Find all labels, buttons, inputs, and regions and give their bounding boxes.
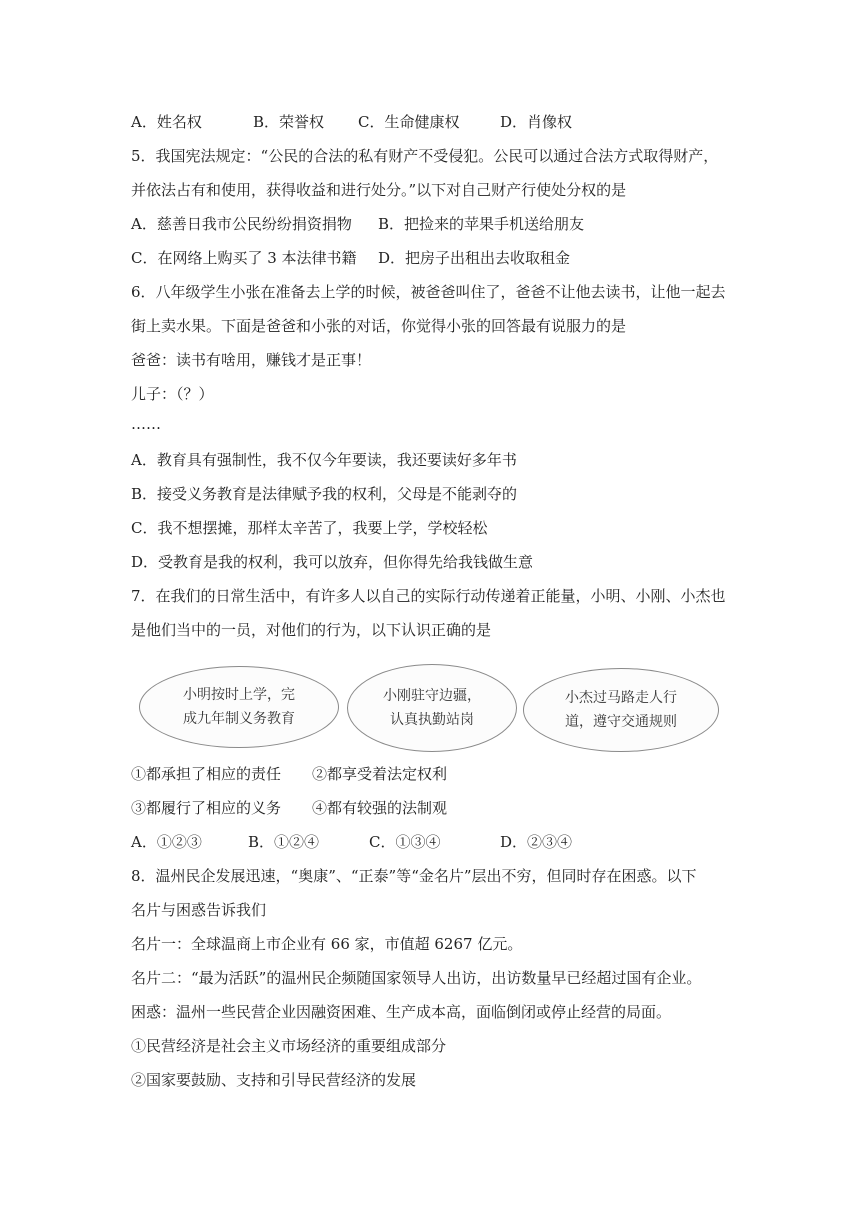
q7-items-row-2 [131, 798, 447, 818]
q7-item-3: ③都履行了相应的义务 [131, 799, 282, 817]
q6-option-a: A．教育具有强制性，我不仅今年要读，我还要读好多年书 [131, 451, 517, 469]
q5-stem-line-2: 并依法占有和使用，获得收益和进行处分。”以下对自己财产行使处分权的是 [131, 181, 627, 199]
q8-item-1: ①民营经济是社会主义市场经济的重要组成部分 [131, 1037, 447, 1055]
q7-option-a: A．①②③ [131, 833, 202, 851]
q5-options-row-1 [131, 214, 584, 234]
q8-card-2: 名片二：“最为活跃”的温州民企频随国家领导人出访，出访数量早已经超过国有企业。 [131, 969, 702, 987]
q4-options [131, 112, 572, 132]
q4-option-d: D．肖像权 [500, 113, 573, 131]
q7-illustration [131, 658, 731, 758]
q7-stem-line-2: 是他们当中的一员，对他们的行为，以下认识正确的是 [131, 621, 492, 639]
q4-option-b: B．荣誉权 [253, 113, 325, 131]
q7-oval-xiaogang-line-1: 小刚驻守边疆， [383, 688, 481, 704]
q7-items-row-1 [131, 764, 447, 784]
q5-option-c: C．在网络上购买了 3 本法律书籍 [131, 249, 357, 267]
q7-oval-xiaogang-line-2: 认真执勤站岗 [390, 712, 474, 728]
q6-option-d: D．受教育是我的权利，我可以放弃，但你得先给我钱做生意 [131, 553, 534, 571]
q7-item-4: ④都有较强的法制观 [312, 799, 448, 817]
q4-option-c: C．生命健康权 [358, 113, 460, 131]
q8-puzzle: 困惑：温州一些民营企业因融资困难、生产成本高，面临倒闭或停止经营的局面。 [131, 1003, 672, 1021]
q7-oval-xiaojie [523, 668, 719, 752]
q7-oval-xiaogang [347, 664, 517, 752]
q8-item-2: ②国家要鼓励、支持和引导民营经济的发展 [131, 1071, 417, 1089]
q5-option-b: B．把捡来的苹果手机送给朋友 [378, 215, 585, 233]
q6-son-line: 儿子：（？） [131, 385, 214, 403]
q7-item-1: ①都承担了相应的责任 [131, 765, 282, 783]
q7-oval-xiaoming [139, 666, 339, 748]
q7-oval-xiaoming-line-1: 小明按时上学，完 [183, 687, 295, 703]
q6-ellipsis: …… [131, 415, 161, 433]
q7-item-2: ②都享受着法定权利 [312, 765, 448, 783]
q5-stem-line-1: 5．我国宪法规定：“公民的合法的私有财产不受侵犯。公民可以通过合法方式取得财产， [131, 147, 719, 165]
q8-stem-line-1: 8．温州民企发展迅速，“奥康”、“正泰”等“金名片”层出不穷，但同时存在困惑。以下 [131, 867, 697, 885]
q7-oval-xiaoming-line-2: 成九年制义务教育 [183, 711, 295, 727]
q7-oval-xiaojie-line-2: 道，遵守交通规则 [565, 714, 677, 730]
q8-card-1: 名片一：全球温商上市企业有 66 家，市值超 6267 亿元。 [131, 935, 523, 953]
q6-stem-line-2: 街上卖水果。下面是爸爸和小张的对话，你觉得小张的回答最有说服力的是 [131, 317, 627, 335]
q7-stem-line-1: 7．在我们的日常生活中，有许多人以自己的实际行动传递着正能量，小明、小刚、小杰也 [131, 587, 726, 605]
q7-option-d: D．②③④ [500, 833, 573, 851]
q5-options-row-2 [131, 248, 570, 268]
q7-option-c: C．①③④ [369, 833, 441, 851]
q7-option-b: B．①②④ [248, 833, 320, 851]
q6-stem-line-1: 6．八年级学生小张在准备去上学的时候，被爸爸叫住了，爸爸不让他去读书，让他一起去 [131, 283, 726, 301]
q6-option-c: C．我不想摆摊，那样太辛苦了，我要上学，学校轻松 [131, 519, 488, 537]
q6-dad-line: 爸爸：读书有啥用，赚钱才是正事！ [131, 351, 372, 369]
q5-option-d: D．把房子出租出去收取租金 [378, 249, 571, 267]
q6-option-b: B．接受义务教育是法律赋予我的权利，父母是不能剥夺的 [131, 485, 518, 503]
q8-stem-line-2: 名片与困惑告诉我们 [131, 901, 267, 919]
q7-oval-xiaojie-line-1: 小杰过马路走人行 [565, 690, 677, 706]
q7-options [131, 832, 572, 852]
q4-option-a: A．姓名权 [131, 113, 202, 131]
q5-option-a: A．慈善日我市公民纷纷捐资捐物 [131, 215, 352, 233]
